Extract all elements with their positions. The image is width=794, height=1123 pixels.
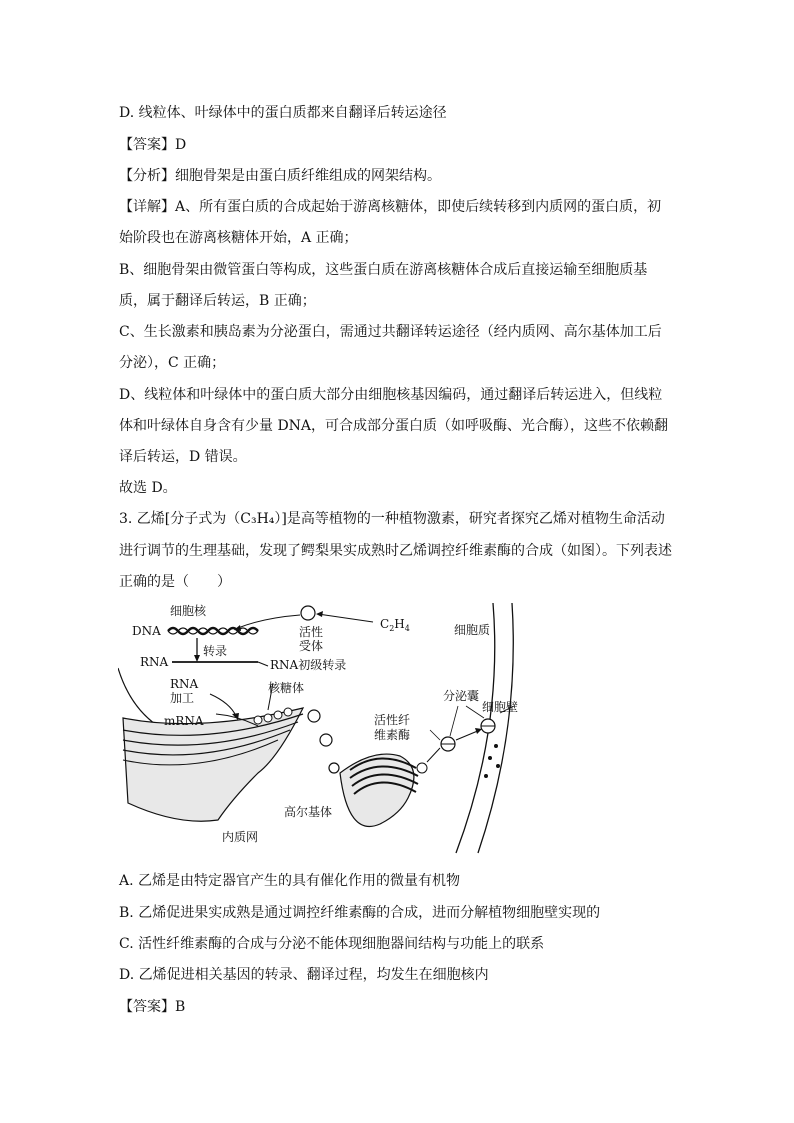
text-line: 正确的是（ ） [119, 574, 231, 590]
text-line: D、线粒体和叶绿体中的蛋白质大部分由细胞核基因编码，通过翻译后转运进入，但线粒 [119, 387, 663, 403]
transcription-arrow-icon [194, 655, 200, 662]
text-line: B、细胞骨架由微管蛋白等构成，这些蛋白质在游离核糖体合成后直接运输至细胞质基 [119, 262, 648, 278]
label-golgi: 高尔基体 [284, 805, 333, 819]
text-line: 译后转运，D 错误。 [119, 449, 247, 465]
text-line: 始阶段也在游离核糖体开始，A 正确； [119, 230, 358, 246]
text-line: 体和叶绿体自身含有少量 DNA，可合成部分蛋白质（如呼吸酶、光合酶），这些不依赖翻 [119, 418, 669, 434]
label-rna: RNA [140, 655, 169, 669]
label-cellulase-1: 活性纤 [374, 713, 411, 727]
text-line: 【分析】细胞骨架是由蛋白质纤维组成的网架结构。 [119, 168, 441, 184]
label-nucleus: 细胞核 [170, 604, 207, 618]
receptor-icon [301, 606, 315, 620]
text-line: 【答案】D [119, 137, 187, 153]
ribosome-icon [254, 716, 262, 724]
text-line: 质，属于翻译后转运，B 正确； [119, 293, 316, 309]
label-vesicle: 分泌囊 [443, 689, 480, 703]
label-rna-primary: RNA初级转录 [270, 658, 347, 672]
label-cellulase-2: 维素酶 [374, 728, 411, 742]
label-cell-wall: 细胞壁 [481, 700, 518, 714]
text-line: C、生长激素和胰岛素为分泌蛋白，需通过共翻译转运途径（经内质网、高尔基体加工后 [119, 324, 662, 340]
ethylene-arrow-icon [316, 611, 323, 617]
label-receptor-1: 活性 [299, 625, 324, 639]
text-line: B. 乙烯促进果实成熟是通过调控纤维素酶的合成，进而分解植物细胞壁实现的 [119, 905, 601, 921]
label-rna-processing-2: 加工 [170, 691, 195, 705]
text-line: A. 乙烯是由特定器官产生的具有催化作用的微量有机物 [119, 873, 461, 889]
text-line: 故选 D。 [119, 480, 177, 496]
text-line: C. 活性纤维素酶的合成与分泌不能体现细胞器间结构与功能上的联系 [119, 936, 545, 952]
golgi-body [340, 754, 414, 826]
label-transcription: 转录 [203, 644, 228, 658]
label-ethylene: $C_2H_4$ [380, 617, 410, 633]
text-line: D. 线粒体、叶绿体中的蛋白质都来自翻译后转运途径 [119, 105, 447, 121]
label-cytoplasm: 细胞质 [454, 623, 491, 637]
label-mrna: mRNA [164, 714, 204, 728]
text-line: D. 乙烯促进相关基因的转录、翻译过程，均发生在细胞核内 [119, 967, 489, 983]
text-line: 分泌），C 正确； [119, 355, 226, 371]
transport-vesicle-icon [308, 710, 320, 722]
label-ribosome: 核糖体 [268, 681, 305, 695]
text-line: 3. 乙烯[分子式为（C₃H₄）]是高等植物的一种植物激素，研究者探究乙烯对植物生命活动 [119, 511, 665, 527]
er-body [123, 708, 303, 821]
label-er: 内质网 [222, 830, 259, 844]
label-dna: DNA [132, 624, 161, 638]
text-line: 进行调节的生理基础，发现了鳄梨果实成熟时乙烯调控纤维素酶的合成（如图）。下列表述 [119, 543, 672, 559]
ethylene-cellulase-diagram [118, 598, 518, 860]
text-line: 【详解】A、所有蛋白质的合成起始于游离核糖体，即使后续转移到内质网的蛋白质，初 [119, 199, 662, 215]
label-rna-processing-1: RNA [170, 677, 199, 691]
label-receptor-2: 受体 [299, 639, 324, 653]
text-line: 【答案】B [119, 999, 186, 1015]
